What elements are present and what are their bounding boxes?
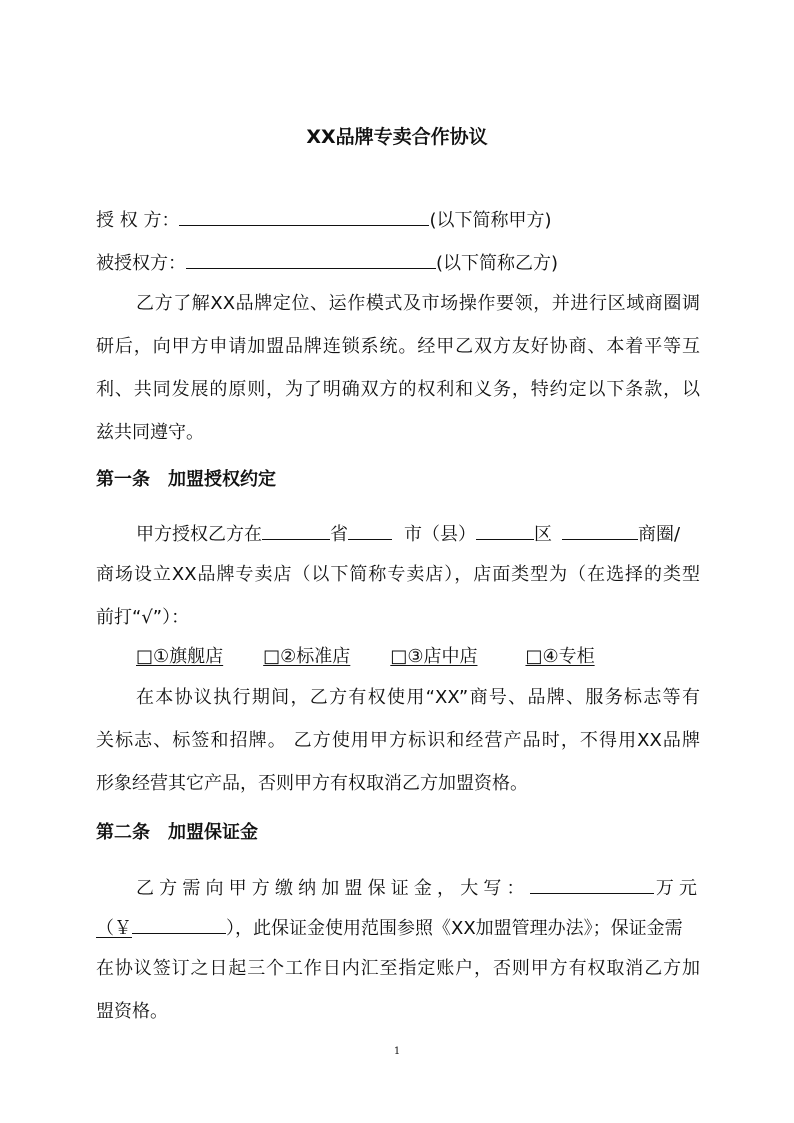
article1-p1-text: 商圈/ xyxy=(638,524,681,545)
article2-p1-text: （￥ xyxy=(96,918,132,939)
article1-p1-text: 区 xyxy=(534,524,552,545)
grantor-name-blank[interactable] xyxy=(179,206,429,226)
article1-p1-line3: 前打“√”）： xyxy=(96,607,190,628)
store-type-option[interactable]: □①旗舰店 xyxy=(136,646,224,667)
article2-p1-line1 xyxy=(136,874,700,901)
article1-p2-line: 在本协议执行期间，乙方有权使用“XX”商号、品牌、服务标志等有 xyxy=(136,687,700,708)
intro-line: 研后，向甲方申请加盟品牌连锁系统。经甲乙双方友好协商、本着平等互 xyxy=(96,336,700,357)
store-type-options xyxy=(136,645,630,669)
article1-heading: 第一条 加盟授权约定 xyxy=(96,469,276,490)
intro-line: 利、共同发展的原则，为了明确双方的权利和义务，特约定以下条款，以 xyxy=(96,379,700,400)
article2-heading: 第二条 加盟保证金 xyxy=(96,822,258,843)
district-blank[interactable] xyxy=(476,520,534,540)
article2-p1-line4: 盟资格。 xyxy=(96,1001,168,1022)
business-circle-blank[interactable] xyxy=(562,520,638,540)
document-title: XX品牌专卖合作协议 xyxy=(306,126,488,148)
grantor-line xyxy=(96,206,700,233)
article1-p1-text: 省 xyxy=(330,524,348,545)
province-blank[interactable] xyxy=(262,520,330,540)
article1-p1-text: 市（县） xyxy=(404,524,476,545)
article2-p1-line3: 在协议签订之日起三个工作日内汇至指定账户，否则甲方有权取消乙方加 xyxy=(96,958,700,979)
article1-p1-line2: 商场设立XX品牌专卖店（以下简称专卖店），店面类型为（在选择的类型 xyxy=(96,564,700,585)
deposit-amount-figure-blank[interactable] xyxy=(132,914,226,934)
store-type-option[interactable]: □②标准店 xyxy=(263,646,351,667)
grantor-label: 授 权 方： xyxy=(96,210,180,231)
article2-p1-line2 xyxy=(96,914,700,941)
grantee-suffix: (以下简称乙方) xyxy=(436,253,559,274)
grantee-name-blank[interactable] xyxy=(186,249,436,269)
article1-p2-line: 关标志、标签和招牌。 乙方使用甲方标识和经营产品时，不得用XX品牌 xyxy=(96,730,700,751)
article1-p1-text: 甲方授权乙方在 xyxy=(136,524,262,545)
article1-p1-line1 xyxy=(136,520,700,547)
intro-line: 乙方了解XX品牌定位、运作模式及市场操作要领，并进行区域商圈调 xyxy=(136,293,700,314)
grantee-line xyxy=(96,249,700,276)
city-blank[interactable] xyxy=(348,520,392,540)
article2-p1-text: 乙方需向甲方缴纳加盟保证金，大写： xyxy=(136,878,530,899)
grantee-label: 被授权方： xyxy=(96,253,186,274)
store-type-option[interactable]: □④专柜 xyxy=(525,646,595,667)
grantor-suffix: (以下简称甲方) xyxy=(429,210,552,231)
deposit-amount-words-blank[interactable] xyxy=(530,874,654,894)
intro-line: 兹共同遵守。 xyxy=(96,422,204,443)
article2-p1-text: ），此保证金使用范围参照《XX加盟管理办法》；保证金需 xyxy=(226,918,683,939)
store-type-option[interactable]: □③店中店 xyxy=(390,646,478,667)
article2-p1-text: 万元 xyxy=(653,878,701,899)
page-number: 1 xyxy=(393,1046,401,1057)
article1-p2-line: 形象经营其它产品，否则甲方有权取消乙方加盟资格。 xyxy=(96,773,528,794)
